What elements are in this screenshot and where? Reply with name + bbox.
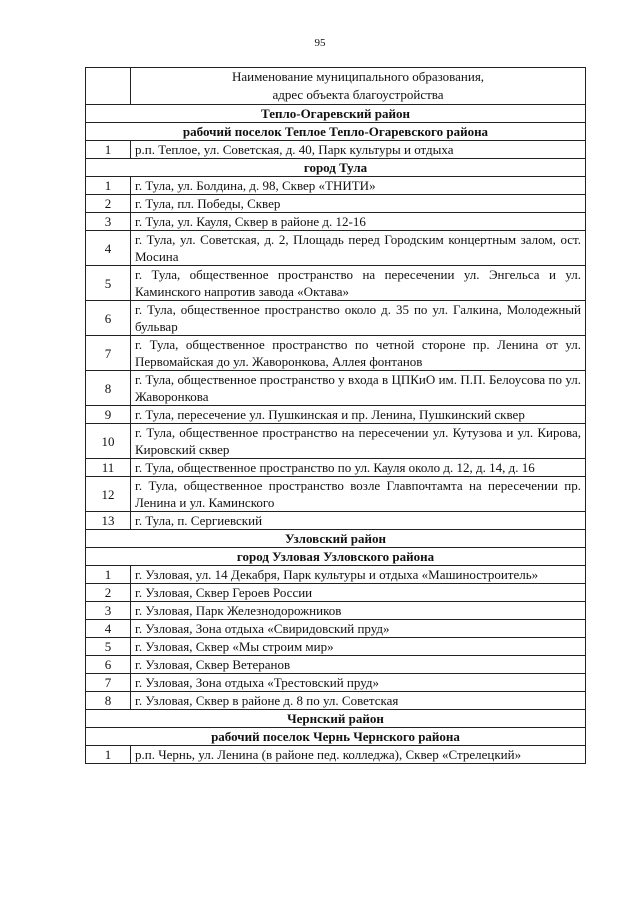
row-address: г. Тула, общественное пространство на пересечении ул. Энгельса и ул. Каминского напротив завода «Октава»: [131, 266, 586, 301]
row-address: г. Тула, общественное пространство около д. 35 по ул. Галкина, Молодежный бульвар: [131, 301, 586, 336]
row-address: г. Узловая, Сквер «Мы строим мир»: [131, 638, 586, 656]
row-number: 2: [86, 584, 131, 602]
table-row: [86, 177, 586, 195]
row-address: г. Узловая, ул. 14 Декабря, Парк культуры и отдыха «Машиностроитель»: [131, 566, 586, 584]
row-address: г. Тула, общественное пространство по ул. Кауля около д. 12, д. 14, д. 16: [131, 459, 586, 477]
header-blank-cell: [86, 68, 131, 105]
table-row: [86, 336, 586, 371]
row-address: г. Тула, ул. Кауля, Сквер в районе д. 12-16: [131, 213, 586, 231]
section-heading-row: [86, 710, 586, 728]
table-row: [86, 459, 586, 477]
objects-table: [85, 67, 586, 764]
table-row: [86, 566, 586, 584]
section-heading: город Тула: [86, 159, 586, 177]
table-row: [86, 231, 586, 266]
row-number: 1: [86, 177, 131, 195]
row-number: 7: [86, 674, 131, 692]
table-row: [86, 512, 586, 530]
section-heading: Чернский район: [86, 710, 586, 728]
table-row: [86, 692, 586, 710]
row-address: р.п. Теплое, ул. Советская, д. 40, Парк культуры и отдыха: [131, 141, 586, 159]
row-number: 8: [86, 692, 131, 710]
row-number: 12: [86, 477, 131, 512]
table-row: [86, 620, 586, 638]
row-address: г. Тула, общественное пространство на пересечении ул. Кутузова и ул. Кирова, Кировский сквер: [131, 424, 586, 459]
table-body: [86, 105, 586, 764]
row-address: г. Тула, общественное пространство у входа в ЦПКиО им. П.П. Белоусова по ул. Жаворонкова: [131, 371, 586, 406]
row-number: 1: [86, 746, 131, 764]
section-heading-row: [86, 159, 586, 177]
row-address: г. Узловая, Парк Железнодорожников: [131, 602, 586, 620]
section-heading: рабочий поселок Чернь Чернского района: [86, 728, 586, 746]
table-header-row: [86, 68, 586, 105]
row-number: 13: [86, 512, 131, 530]
row-address: г. Тула, пл. Победы, Сквер: [131, 195, 586, 213]
row-address: г. Тула, п. Сергиевский: [131, 512, 586, 530]
row-address: г. Тула, пересечение ул. Пушкинская и пр. Ленина, Пушкинский сквер: [131, 406, 586, 424]
row-number: 3: [86, 602, 131, 620]
row-number: 1: [86, 566, 131, 584]
row-address: р.п. Чернь, ул. Ленина (в районе пед. колледжа), Сквер «Стрелецкий»: [131, 746, 586, 764]
row-address: г. Узловая, Зона отдыха «Трестовский пруд»: [131, 674, 586, 692]
table-row: [86, 213, 586, 231]
row-address: г. Тула, общественное пространство по четной стороне пр. Ленина от ул. Первомайская до ул. Жаворонкова, Аллея фонтанов: [131, 336, 586, 371]
table-row: [86, 656, 586, 674]
table-row: [86, 638, 586, 656]
table-row: [86, 424, 586, 459]
section-heading-row: [86, 123, 586, 141]
row-number: 9: [86, 406, 131, 424]
table-row: [86, 141, 586, 159]
row-address: г. Тула, ул. Советская, д. 2, Площадь перед Городским концертным залом, ост. Мосина: [131, 231, 586, 266]
section-heading-row: [86, 105, 586, 123]
section-heading: Тепло-Огаревский район: [86, 105, 586, 123]
section-heading-row: [86, 530, 586, 548]
table-row: [86, 371, 586, 406]
table-row: [86, 301, 586, 336]
table-row: [86, 746, 586, 764]
row-address: г. Тула, общественное пространство возле Главпочтамта на пересечении пр. Ленина и ул. Каминского: [131, 477, 586, 512]
row-number: 11: [86, 459, 131, 477]
section-heading: рабочий поселок Теплое Тепло-Огаревского района: [86, 123, 586, 141]
row-number: 7: [86, 336, 131, 371]
row-address: г. Тула, ул. Болдина, д. 98, Сквер «ТНИТИ»: [131, 177, 586, 195]
section-heading: Узловский район: [86, 530, 586, 548]
row-address: г. Узловая, Сквер Ветеранов: [131, 656, 586, 674]
row-address: г. Узловая, Сквер Героев России: [131, 584, 586, 602]
section-heading-row: [86, 548, 586, 566]
row-number: 4: [86, 620, 131, 638]
table-row: [86, 584, 586, 602]
row-number: 6: [86, 301, 131, 336]
table-row: [86, 674, 586, 692]
row-number: 5: [86, 266, 131, 301]
section-heading-row: [86, 728, 586, 746]
section-heading: город Узловая Узловского района: [86, 548, 586, 566]
header-line-2: адрес объекта благоустройства: [272, 87, 444, 102]
row-number: 5: [86, 638, 131, 656]
header-title-cell: [131, 68, 586, 105]
row-number: 6: [86, 656, 131, 674]
row-number: 8: [86, 371, 131, 406]
table-row: [86, 602, 586, 620]
row-address: г. Узловая, Сквер в районе д. 8 по ул. Советская: [131, 692, 586, 710]
page-number: 95: [314, 37, 326, 49]
row-number: 4: [86, 231, 131, 266]
table-row: [86, 477, 586, 512]
header-line-1: Наименование муниципального образования,: [231, 69, 485, 84]
row-number: 2: [86, 195, 131, 213]
table-row: [86, 195, 586, 213]
row-number: 10: [86, 424, 131, 459]
row-address: г. Узловая, Зона отдыха «Свиридовский пруд»: [131, 620, 586, 638]
row-number: 3: [86, 213, 131, 231]
table-row: [86, 406, 586, 424]
row-number: 1: [86, 141, 131, 159]
table-row: [86, 266, 586, 301]
